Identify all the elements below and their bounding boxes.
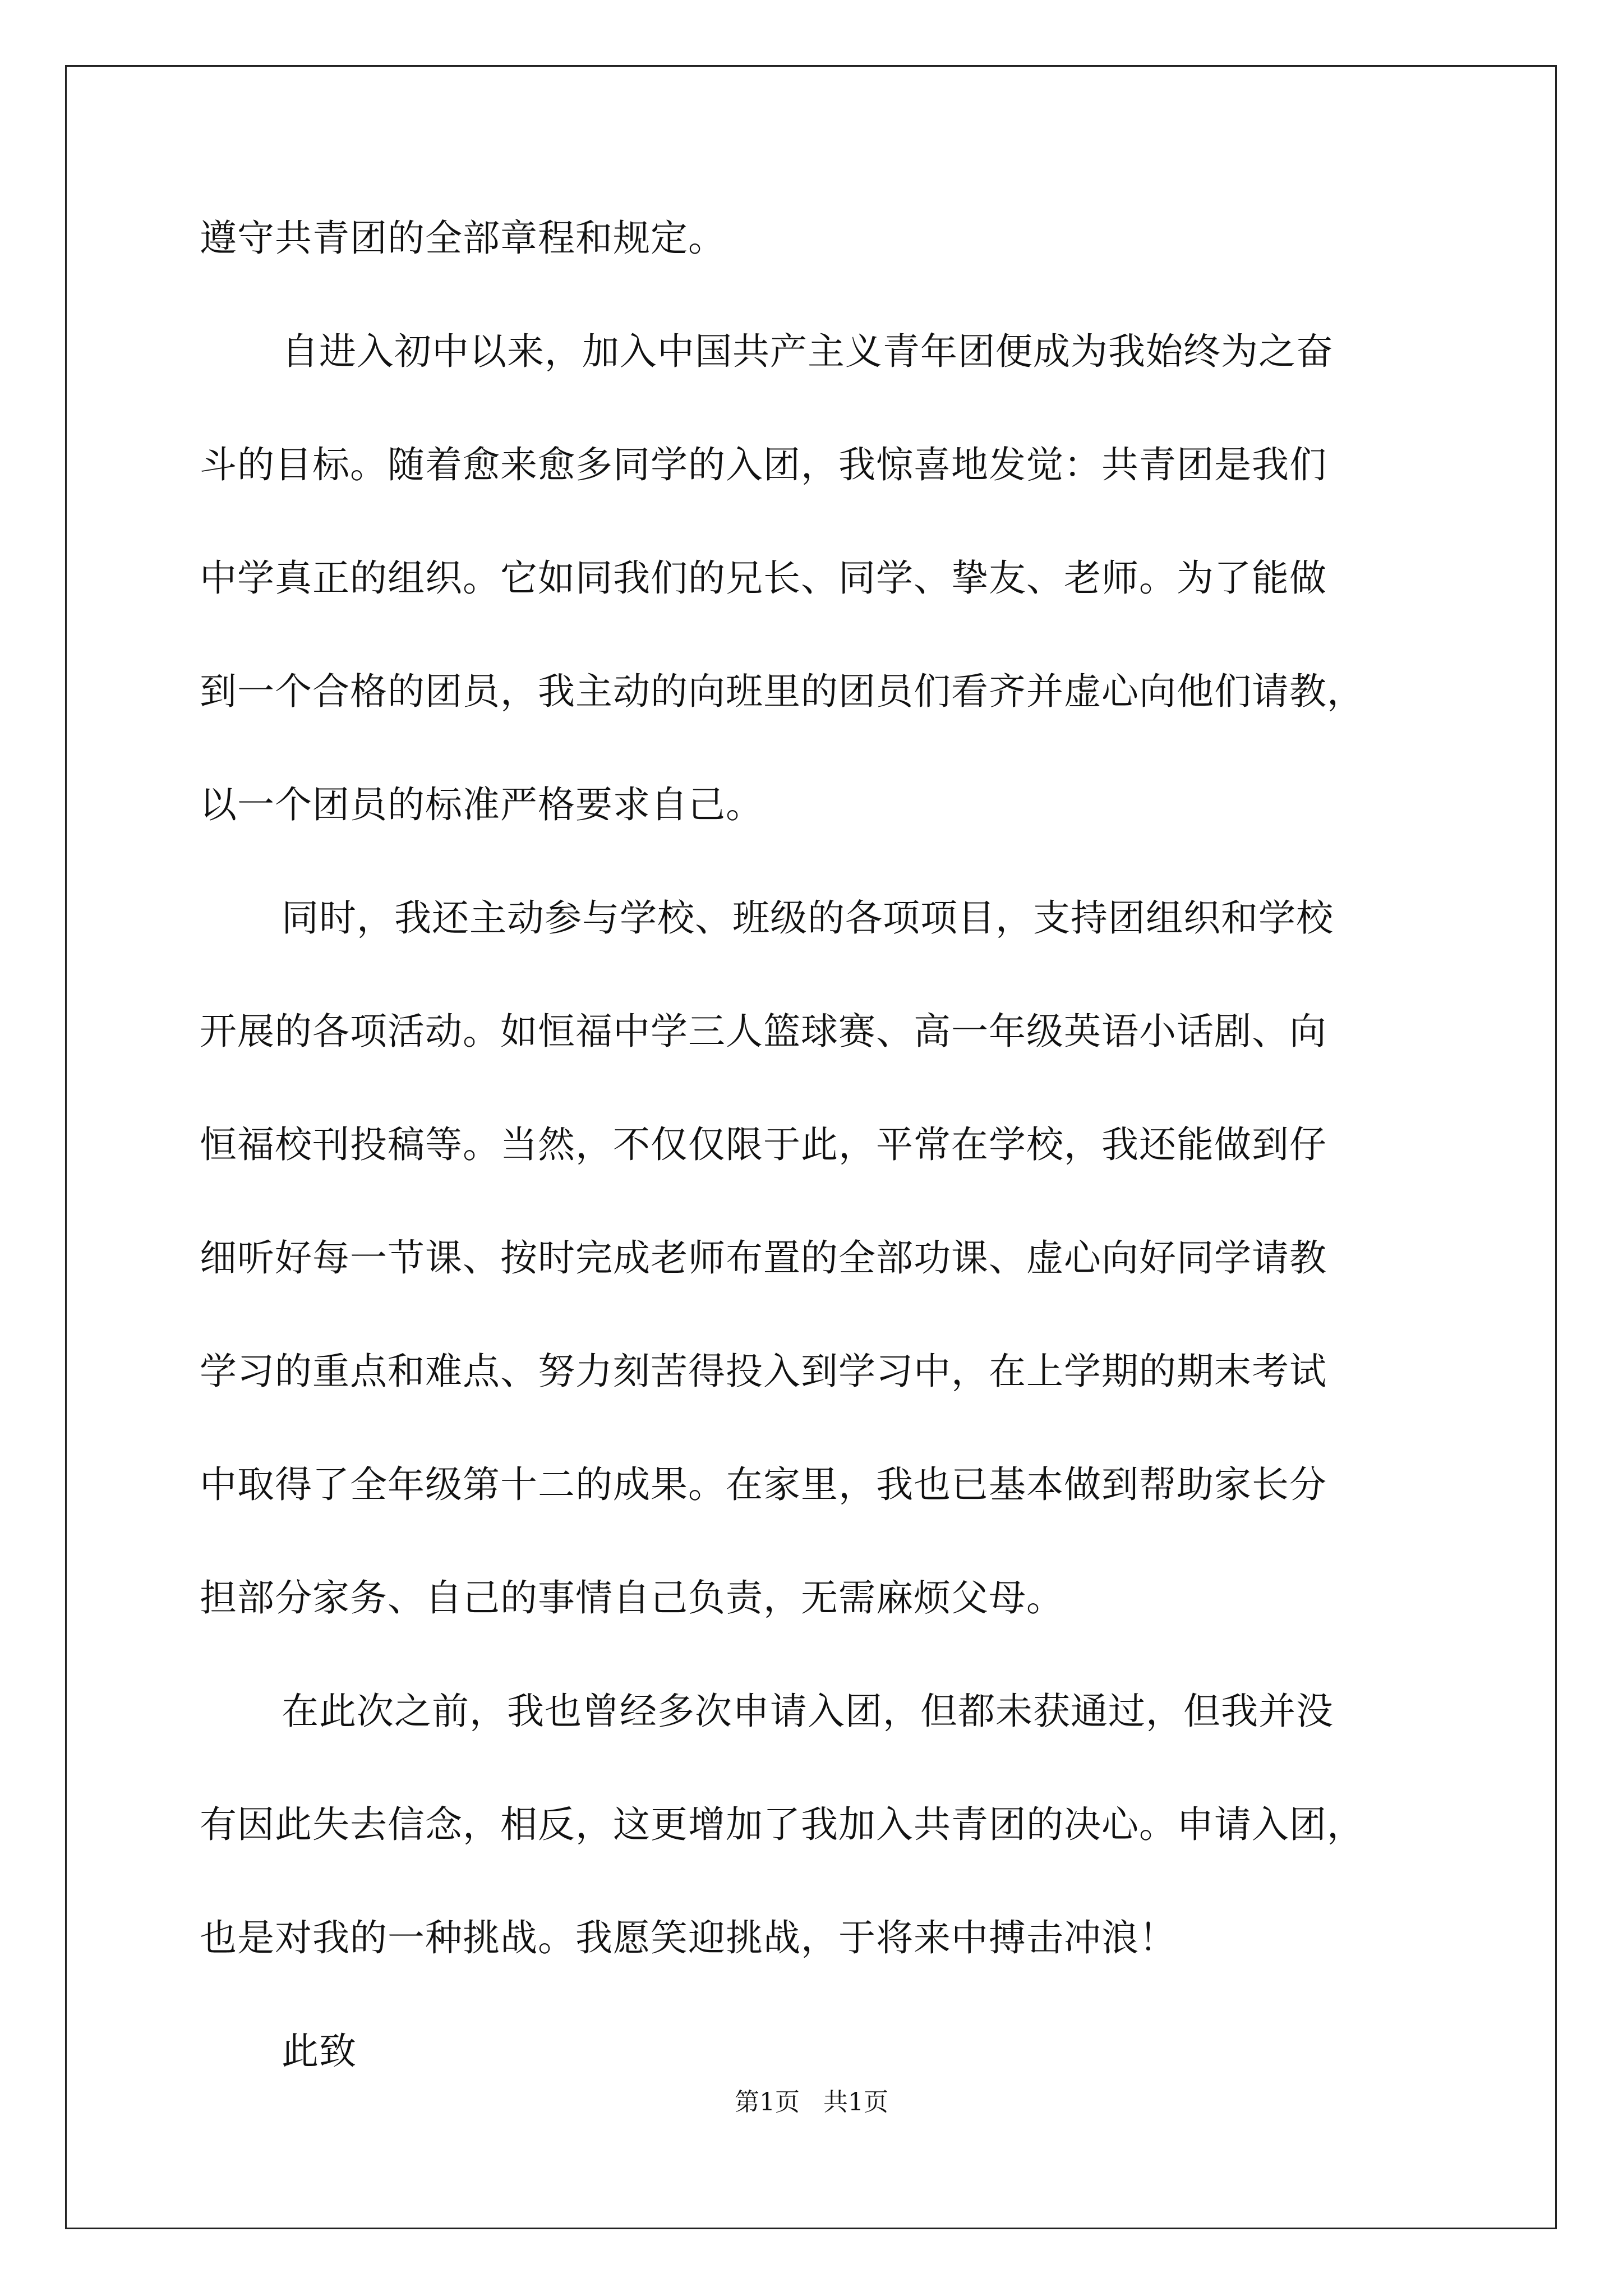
page-number: 第1页 (735, 2088, 800, 2116)
paragraph-start-line: 自进入初中以来，加入中国共产主义青年团便成为我始终为之奋 (282, 330, 1334, 373)
text-line: 细听好每一节课、按时完成老师布置的全部功课、虚心向好同学请教 (200, 1236, 1327, 1280)
text-line: 学习的重点和难点、努力刻苦得投入到学习中，在上学期的期末考试 (200, 1350, 1327, 1393)
document-body (200, 213, 1428, 2139)
text-line: 开展的各项活动。如恒福中学三人篮球赛、高一年级英语小话剧、向 (200, 1010, 1327, 1053)
page-footer (0, 2086, 1623, 2119)
text-line: 中学真正的组织。它如同我们的兄长、同学、挚友、老师。为了能做 (200, 556, 1327, 600)
text-line: 斗的目标。随着愈来愈多同学的入团，我惊喜地发觉：共青团是我们 (200, 443, 1327, 486)
text-line: 担部分家务、自己的事情自己负责，无需麻烦父母。 (200, 1576, 1064, 1619)
text-line: 以一个团员的标准严格要求自己。 (200, 783, 763, 826)
text-line: 到一个合格的团员，我主动的向班里的团员们看齐并虚心向他们请教， (200, 670, 1364, 713)
paragraph-start-line: 在此次之前，我也曾经多次申请入团，但都未获通过，但我并没 (282, 1690, 1334, 1733)
text-line: 遵守共青团的全部章程和规定。 (200, 217, 726, 260)
text-line: 也是对我的一种挑战。我愿笑迎挑战，于将来中搏击冲浪！ (200, 1916, 1177, 1959)
text-line: 有因此失去信念，相反，这更增加了我加入共青团的决心。申请入团， (200, 1803, 1364, 1846)
text-line: 中取得了全年级第十二的成果。在家里，我也已基本做到帮助家长分 (200, 1463, 1327, 1506)
page-total: 共1页 (823, 2088, 888, 2116)
closing-salutation: 此致 (282, 2030, 357, 2073)
paragraph-start-line: 同时，我还主动参与学校、班级的各项项目，支持团组织和学校 (282, 896, 1334, 940)
text-line: 恒福校刊投稿等。当然，不仅仅限于此，平常在学校，我还能做到仔 (200, 1123, 1327, 1166)
